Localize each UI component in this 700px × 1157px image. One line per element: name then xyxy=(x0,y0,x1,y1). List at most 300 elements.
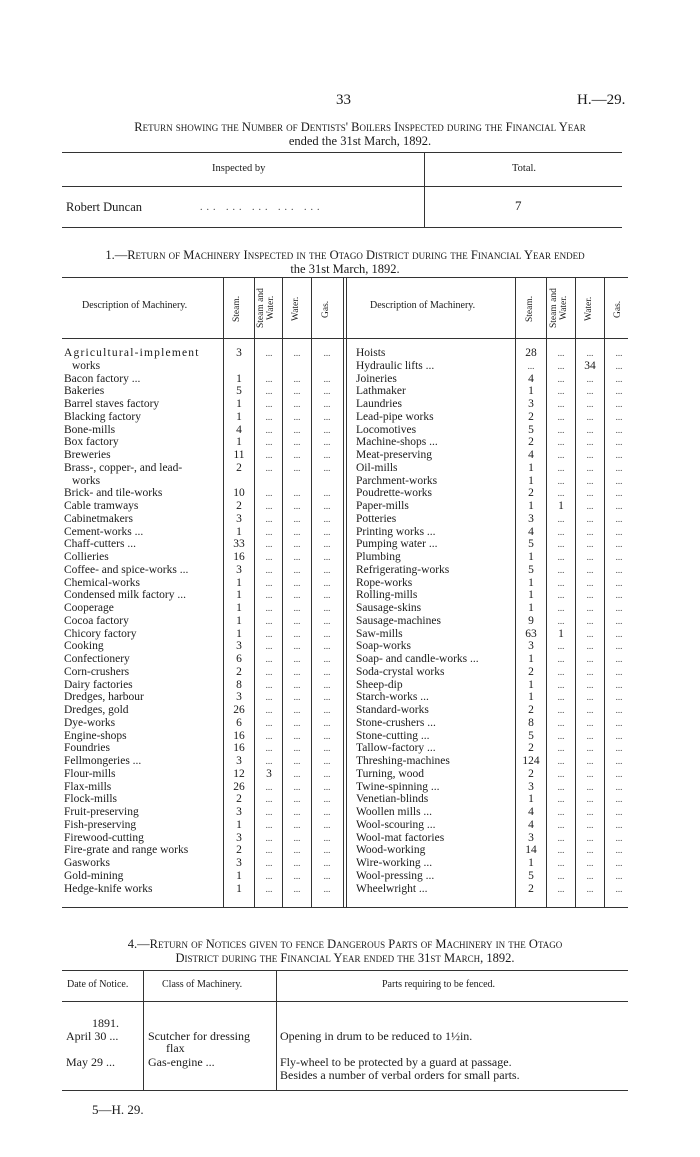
machinery-name: Gasworks xyxy=(64,857,110,869)
machinery-name-continued: works xyxy=(72,359,101,372)
water-count: ... xyxy=(293,488,301,499)
machinery-name: Chemical-works xyxy=(64,576,141,589)
header-inspected-by: Inspected by xyxy=(212,163,266,174)
machinery-name: Refrigerating-works xyxy=(356,563,450,576)
machinery-name: Soap-works xyxy=(356,640,411,653)
steam-count: 16 xyxy=(233,742,245,755)
machinery-name: Bone-mills xyxy=(64,423,116,436)
machinery-name: Cooperage xyxy=(64,602,114,614)
gas-count: ... xyxy=(323,615,331,626)
machinery-name: Sheep-dip xyxy=(356,678,403,691)
water-count: ... xyxy=(586,781,594,792)
machinery-name: Cabinetmakers xyxy=(64,512,133,525)
gas-count: ... xyxy=(615,692,623,703)
machinery-name: Hoists xyxy=(356,347,386,359)
steam-water-count: ... xyxy=(265,462,273,473)
steam-count: 2 xyxy=(236,844,242,857)
steam-water-count: ... xyxy=(265,590,273,601)
dentists-title-line1: Return showing the Number of Dentists' Boilers Inspected during the Financial Year xyxy=(134,120,586,134)
steam-count: 1 xyxy=(236,589,242,602)
rule xyxy=(62,970,628,971)
water-count: ... xyxy=(293,386,301,397)
machinery-name: Potteries xyxy=(356,512,397,525)
machinery-name: Breweries xyxy=(64,449,111,461)
machinery-name: Woollen mills ... xyxy=(356,806,433,818)
steam-count: 3 xyxy=(528,831,534,844)
steam-count: 9 xyxy=(528,614,534,627)
water-count: ... xyxy=(586,564,594,575)
water-count: ... xyxy=(293,794,301,805)
steam-water-count: ... xyxy=(265,743,273,754)
machinery-name: Hydraulic lifts ... xyxy=(356,359,435,372)
steam-water-count: ... xyxy=(557,692,565,703)
gas-count: ... xyxy=(615,666,623,677)
water-count: ... xyxy=(293,807,301,817)
steam-count: 2 xyxy=(528,410,534,423)
water-count: ... xyxy=(293,373,301,384)
water-count: ... xyxy=(586,450,594,460)
steam-count: 1 xyxy=(528,551,534,563)
notice-date: May 29 ... xyxy=(66,1055,115,1069)
machinery-name: Lathmaker xyxy=(356,385,406,398)
steam-count: 16 xyxy=(233,729,245,742)
water-count: ... xyxy=(586,539,594,550)
column-divider xyxy=(254,277,255,907)
water-count: ... xyxy=(586,794,594,805)
steam-water-count: ... xyxy=(557,615,565,626)
notice-parts-continued: Besides a number of verbal orders for small parts. xyxy=(280,1068,520,1082)
steam-count: 2 xyxy=(528,742,534,755)
water-count: ... xyxy=(293,692,301,703)
machinery-name: Soap- and candle-works ... xyxy=(356,653,479,665)
header-water-right: Water. xyxy=(584,296,594,322)
water-count: ... xyxy=(293,348,301,358)
water-count: ... xyxy=(586,666,594,677)
steam-count: 26 xyxy=(233,704,245,716)
steam-water-count: ... xyxy=(557,399,565,409)
steam-count: 3 xyxy=(528,398,534,410)
steam-count: 3 xyxy=(236,806,242,818)
water-count: ... xyxy=(293,679,301,690)
steam-count: 6 xyxy=(236,716,242,729)
water-count: ... xyxy=(293,654,301,664)
machinery-name: Paper-mills xyxy=(356,500,409,512)
steam-water-count: ... xyxy=(557,768,565,779)
steam-count: 1 xyxy=(528,385,534,398)
gas-count: ... xyxy=(323,679,331,690)
steam-count: 1 xyxy=(528,793,534,806)
steam-water-count: ... xyxy=(265,539,273,550)
steam-water-count: ... xyxy=(557,424,565,435)
notice-parts: Fly-wheel to be protected by a guard at passage. xyxy=(280,1055,512,1069)
machinery-name: Meat-preserving xyxy=(356,449,432,461)
machinery-name: Bacon factory ... xyxy=(64,372,141,385)
steam-count: 5 xyxy=(528,869,534,882)
steam-count: 3 xyxy=(236,512,242,525)
gas-count: ... xyxy=(323,858,331,868)
steam-count: 1 xyxy=(528,857,534,869)
water-count: ... xyxy=(586,590,594,601)
steam-water-count: ... xyxy=(557,883,565,894)
machinery-name: Cement-works ... xyxy=(64,525,144,538)
steam-count: 1 xyxy=(236,818,242,831)
steam-water-count: ... xyxy=(265,386,273,397)
gas-count: ... xyxy=(615,475,623,486)
steam-count: 1 xyxy=(236,525,242,538)
water-count: ... xyxy=(293,781,301,792)
steam-water-count: ... xyxy=(265,692,273,703)
steam-count: 3 xyxy=(236,691,242,704)
machinery-name-continued: works xyxy=(72,474,101,487)
machinery-name: Stone-crushers ... xyxy=(356,716,436,729)
steam-count: 2 xyxy=(528,704,534,716)
header-description-left: Description of Machinery. xyxy=(82,300,188,311)
gas-count: ... xyxy=(323,730,331,741)
steam-water-count: ... xyxy=(265,845,273,856)
machinery-name: Flour-mills xyxy=(64,767,116,780)
steam-water-count: ... xyxy=(557,526,565,537)
water-count: ... xyxy=(586,526,594,537)
gas-count: ... xyxy=(615,615,623,626)
steam-water-count: ... xyxy=(557,807,565,817)
steam-count: 2 xyxy=(236,461,242,474)
steam-count: 1 xyxy=(236,614,242,627)
footer-reference: 5—H. 29. xyxy=(92,1102,144,1117)
water-count: ... xyxy=(293,832,301,843)
water-count: ... xyxy=(586,858,594,868)
gas-count: ... xyxy=(323,768,331,779)
machinery-title-line1: 1.—Return of Machinery Inspected in the Otago District during the Financial Year ended xyxy=(105,248,585,262)
steam-count: 4 xyxy=(528,818,534,831)
steam-count: 1 xyxy=(236,436,242,449)
gas-count: ... xyxy=(615,641,623,652)
water-count: ... xyxy=(293,603,301,613)
machinery-name: Saw-mills xyxy=(356,627,403,640)
steam-count: 1 xyxy=(236,398,242,410)
gas-count: ... xyxy=(615,730,623,741)
notices-title-line2: District during the Financial Year ended the 31st March, 1892. xyxy=(175,951,515,965)
steam-count: 1 xyxy=(528,500,534,512)
steam-count: 1 xyxy=(236,882,242,895)
column-divider xyxy=(343,277,344,907)
steam-count: 1 xyxy=(236,372,242,385)
machinery-name: Collieries xyxy=(64,551,109,563)
gas-count: ... xyxy=(323,603,331,613)
steam-water-count: ... xyxy=(265,794,273,805)
notice-date: April 30 ... xyxy=(66,1029,119,1043)
water-count: ... xyxy=(586,832,594,843)
steam-water-count: ... xyxy=(557,654,565,664)
header-gas-right: Gas. xyxy=(613,300,623,318)
machinery-name: Condensed milk factory ... xyxy=(64,589,187,602)
steam-count: 3 xyxy=(236,640,242,653)
rule xyxy=(62,227,622,228)
steam-water-count: 3 xyxy=(266,767,272,780)
column-divider xyxy=(604,277,605,907)
gas-count: ... xyxy=(323,577,331,588)
water-count: ... xyxy=(586,424,594,435)
header-class-of-machinery: Class of Machinery. xyxy=(162,979,243,990)
machinery-name: Confectionery xyxy=(64,653,130,665)
steam-water-count: ... xyxy=(557,386,565,397)
water-count: ... xyxy=(293,539,301,550)
water-count: ... xyxy=(293,526,301,537)
gas-count: ... xyxy=(615,348,623,358)
machinery-name: Wheelwright ... xyxy=(356,882,428,895)
water-count: ... xyxy=(586,462,594,473)
steam-water-count: ... xyxy=(557,348,565,358)
machinery-name: Wool-mat factories xyxy=(356,831,445,844)
header-parts-to-fence: Parts requiring to be fenced. xyxy=(382,979,496,990)
steam-count: 12 xyxy=(233,767,245,780)
steam-count: 26 xyxy=(233,780,245,793)
machinery-name: Locomotives xyxy=(356,423,417,436)
steam-count: 1 xyxy=(528,576,534,589)
water-count: ... xyxy=(293,743,301,754)
water-count: ... xyxy=(293,513,301,524)
gas-count: ... xyxy=(615,462,623,473)
machinery-name: Dredges, gold xyxy=(64,704,129,716)
gas-count: ... xyxy=(323,437,331,448)
machinery-name: Bakeries xyxy=(64,385,105,398)
gas-count: ... xyxy=(615,870,623,881)
machinery-name: Corn-crushers xyxy=(64,665,130,678)
steam-water-count: ... xyxy=(265,717,273,728)
steam-count: 6 xyxy=(236,653,242,665)
machinery-name: Brick- and tile-works xyxy=(64,487,163,500)
machinery-name: Dye-works xyxy=(64,716,116,729)
steam-count: 5 xyxy=(528,729,534,742)
machinery-name: Sausage-skins xyxy=(356,602,422,614)
gas-count: ... xyxy=(323,462,331,473)
machinery-name: Blacking factory xyxy=(64,410,141,423)
steam-water-count: ... xyxy=(265,870,273,881)
steam-count: 124 xyxy=(522,755,540,767)
steam-count: 2 xyxy=(236,500,242,512)
steam-count: 2 xyxy=(236,665,242,678)
machinery-name: Rolling-mills xyxy=(356,589,418,602)
machinery-name: Cocoa factory xyxy=(64,614,129,627)
machinery-name: Dredges, harbour xyxy=(64,691,144,704)
steam-water-count: 1 xyxy=(558,500,564,512)
machinery-name: Soda-crystal works xyxy=(356,665,445,678)
gas-count: ... xyxy=(323,666,331,677)
steam-count: 1 xyxy=(528,691,534,704)
gas-count: ... xyxy=(323,832,331,843)
steam-water-count: ... xyxy=(265,756,273,766)
gas-count: ... xyxy=(615,590,623,601)
steam-count: 11 xyxy=(233,449,245,461)
gas-count: ... xyxy=(615,564,623,575)
gas-count: ... xyxy=(323,450,331,460)
gas-count: ... xyxy=(615,450,623,460)
rule xyxy=(62,338,628,339)
machinery-name: Stone-cutting ... xyxy=(356,729,430,742)
header-description-right: Description of Machinery. xyxy=(370,300,476,311)
rule xyxy=(62,1090,628,1091)
header-gas-left: Gas. xyxy=(321,300,331,318)
header-total: Total. xyxy=(512,163,537,174)
machinery-name: Lead-pipe works xyxy=(356,410,434,423)
steam-water-count: ... xyxy=(557,373,565,384)
gas-count: ... xyxy=(615,819,623,830)
machinery-name: Wire-working ... xyxy=(356,857,433,869)
document-reference: H.—29. xyxy=(577,92,626,108)
steam-count: 1 xyxy=(528,461,534,474)
gas-count: ... xyxy=(323,488,331,499)
steam-water-count: ... xyxy=(265,730,273,741)
water-count: ... xyxy=(586,373,594,384)
header-steam-water-right: Steam and Water. xyxy=(549,288,569,328)
steam-water-count: ... xyxy=(557,756,565,766)
machinery-name: Venetian-blinds xyxy=(356,793,429,806)
notice-parts: Opening in drum to be reduced to 1½in. xyxy=(280,1029,473,1043)
steam-water-count: ... xyxy=(557,539,565,550)
rule xyxy=(62,1001,628,1002)
header-steam-water-left: Steam and Water. xyxy=(256,288,276,328)
steam-count: 2 xyxy=(528,882,534,895)
water-count: ... xyxy=(586,399,594,409)
steam-water-count: ... xyxy=(557,794,565,805)
steam-water-count: ... xyxy=(557,462,565,473)
machinery-name: Agricultural-implement xyxy=(64,347,200,359)
steam-water-count: ... xyxy=(265,373,273,384)
steam-count: 16 xyxy=(233,551,245,563)
water-count: ... xyxy=(586,603,594,613)
steam-count: 33 xyxy=(233,538,245,551)
machinery-name: Dairy factories xyxy=(64,678,133,691)
steam-water-count: ... xyxy=(557,552,565,562)
gas-count: ... xyxy=(323,845,331,856)
gas-count: ... xyxy=(323,539,331,550)
notices-title xyxy=(62,937,628,965)
steam-count: 3 xyxy=(236,347,242,359)
steam-water-count: ... xyxy=(265,411,273,422)
water-count: ... xyxy=(293,411,301,422)
steam-count: 8 xyxy=(528,716,534,729)
water-count: ... xyxy=(293,399,301,409)
steam-count: 14 xyxy=(525,844,537,857)
water-count: ... xyxy=(293,730,301,741)
gas-count: ... xyxy=(323,705,331,715)
steam-water-count: ... xyxy=(265,488,273,499)
water-count: ... xyxy=(586,705,594,715)
gas-count: ... xyxy=(615,832,623,843)
steam-count: 1 xyxy=(236,627,242,640)
steam-count: 1 xyxy=(528,653,534,665)
steam-count: 1 xyxy=(528,474,534,487)
leader-dots: ... ... ... ... ... xyxy=(200,202,324,213)
steam-water-count: ... xyxy=(265,807,273,817)
steam-count: 3 xyxy=(236,857,242,869)
steam-count: 5 xyxy=(528,563,534,576)
steam-water-count: ... xyxy=(265,348,273,358)
column-divider xyxy=(515,277,516,907)
steam-count: 28 xyxy=(525,347,537,359)
gas-count: ... xyxy=(323,590,331,601)
gas-count: ... xyxy=(615,654,623,664)
water-count: ... xyxy=(293,564,301,575)
machinery-name: Wool-pressing ... xyxy=(356,869,435,882)
steam-count: 5 xyxy=(528,423,534,436)
dentists-total-value: 7 xyxy=(515,198,522,213)
column-divider xyxy=(143,970,144,1090)
machinery-title-line2: the 31st March, 1892. xyxy=(290,262,400,276)
water-count: ... xyxy=(293,845,301,856)
steam-water-count: ... xyxy=(557,730,565,741)
machinery-name: Engine-shops xyxy=(64,729,127,742)
machinery-name: Coffee- and spice-works ... xyxy=(64,563,189,576)
header-water-left: Water. xyxy=(291,296,301,322)
machinery-name: Fellmongeries ... xyxy=(64,755,142,767)
water-count: ... xyxy=(293,641,301,652)
steam-count: 1 xyxy=(528,678,534,691)
header-steam-right: Steam. xyxy=(525,295,535,323)
gas-count: ... xyxy=(615,756,623,766)
machinery-name: Gold-mining xyxy=(64,869,124,882)
rule xyxy=(62,152,622,153)
steam-water-count: ... xyxy=(557,870,565,881)
steam-count: 3 xyxy=(236,563,242,576)
steam-count: 1 xyxy=(528,602,534,614)
steam-count: 1 xyxy=(236,869,242,882)
gas-count: ... xyxy=(323,743,331,754)
gas-count: ... xyxy=(615,539,623,550)
steam-count: 2 xyxy=(528,487,534,500)
water-count: ... xyxy=(293,705,301,715)
gas-count: ... xyxy=(323,807,331,817)
water-count: ... xyxy=(293,577,301,588)
water-count: ... xyxy=(586,679,594,690)
column-divider xyxy=(346,277,347,907)
water-count: ... xyxy=(293,858,301,868)
steam-water-count: ... xyxy=(265,666,273,677)
machinery-name: Box factory xyxy=(64,436,119,449)
steam-count: 5 xyxy=(528,538,534,551)
machinery-name: Cable tramways xyxy=(64,500,139,512)
machinery-name: Cooking xyxy=(64,640,104,653)
gas-count: ... xyxy=(323,756,331,766)
steam-water-count: ... xyxy=(265,526,273,537)
machinery-name: Hedge-knife works xyxy=(64,882,153,895)
gas-count: ... xyxy=(615,513,623,524)
steam-water-count: ... xyxy=(265,628,273,639)
notice-class: Scutcher for dressing xyxy=(148,1029,250,1043)
steam-count: 1 xyxy=(236,602,242,614)
steam-water-count: ... xyxy=(265,679,273,690)
steam-water-count: ... xyxy=(265,603,273,613)
steam-water-count: ... xyxy=(557,603,565,613)
steam-count: 5 xyxy=(236,385,242,398)
gas-count: ... xyxy=(615,488,623,499)
steam-count: ... xyxy=(527,360,535,371)
steam-water-count: ... xyxy=(557,577,565,588)
steam-count: 3 xyxy=(236,755,242,767)
steam-water-count: ... xyxy=(557,360,565,371)
machinery-name: Oil-mills xyxy=(356,461,398,474)
steam-count: 2 xyxy=(528,665,534,678)
steam-water-count: ... xyxy=(265,858,273,868)
gas-count: ... xyxy=(615,360,623,371)
steam-count: 1 xyxy=(528,589,534,602)
water-count: ... xyxy=(586,768,594,779)
steam-water-count: ... xyxy=(557,475,565,486)
machinery-name: Parchment-works xyxy=(356,474,438,487)
water-count: ... xyxy=(586,488,594,499)
steam-count: 4 xyxy=(528,449,534,461)
machinery-name: Barrel staves factory xyxy=(64,398,160,410)
notices-title-line1: 4.—Return of Notices given to fence Dangerous Parts of Machinery in the Otago xyxy=(127,937,563,951)
